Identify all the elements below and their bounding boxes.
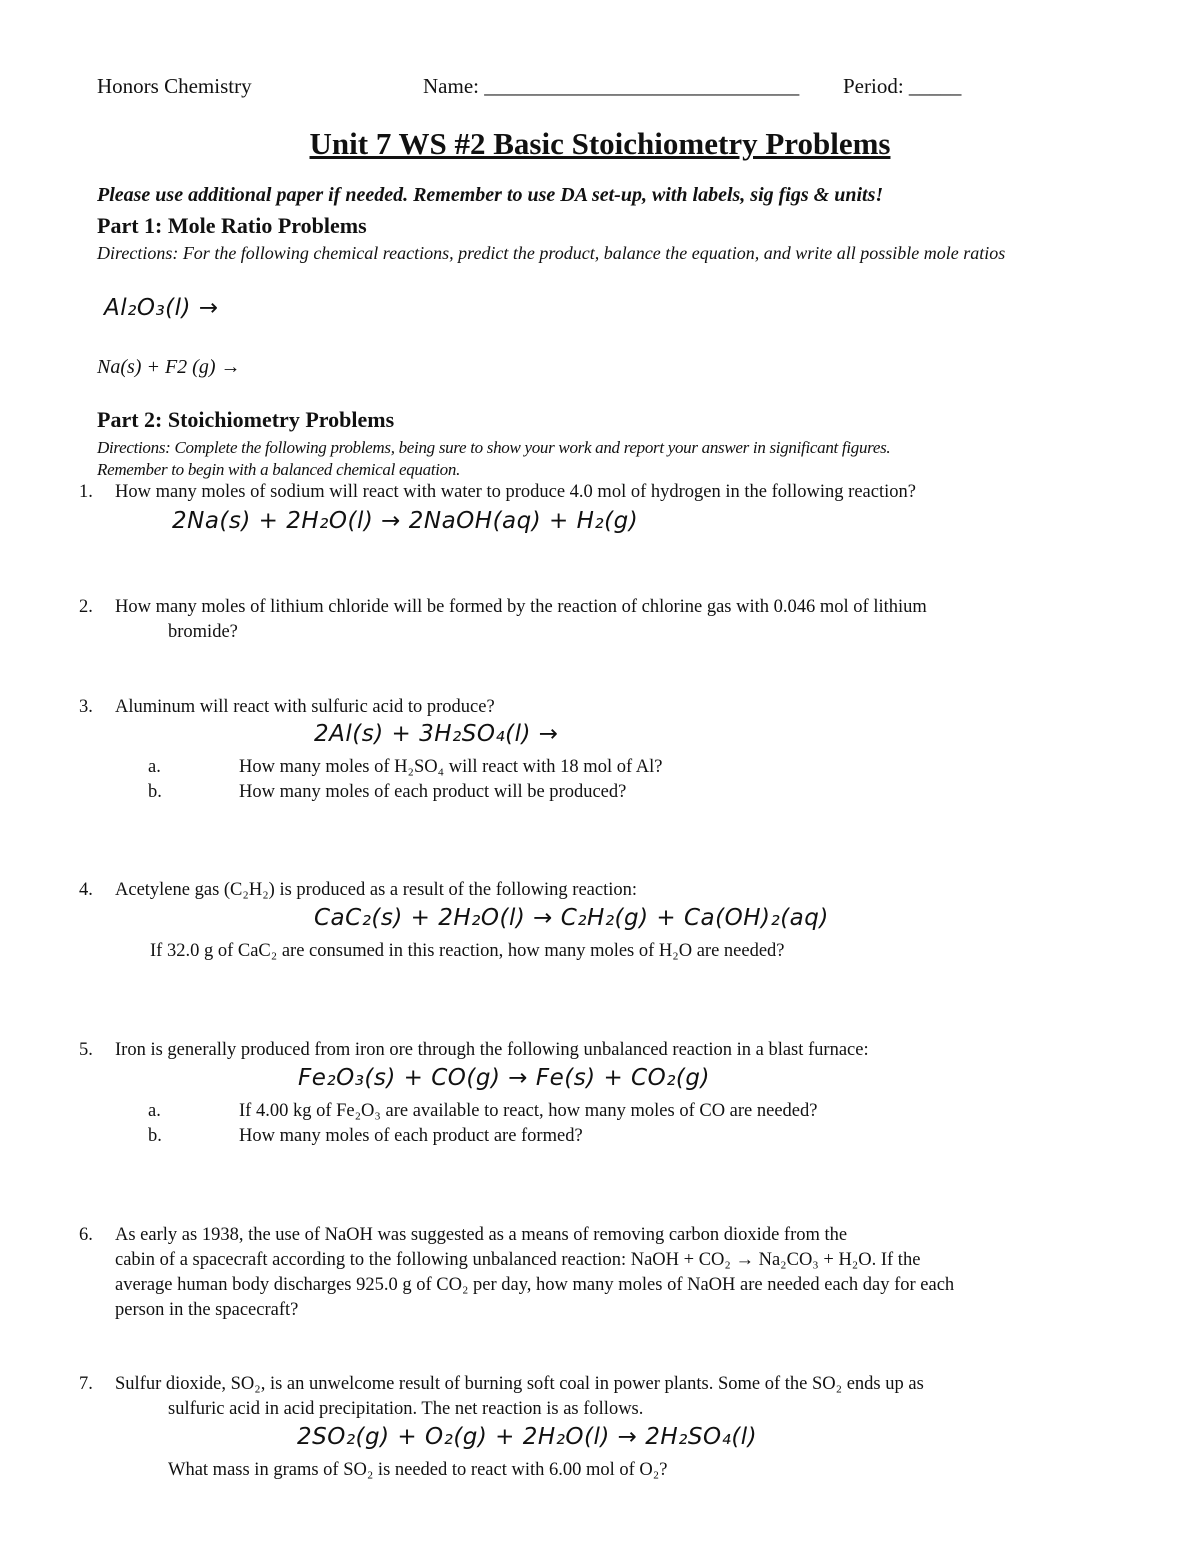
- q5-equation: Fe₂O₃(s) + CO(g) → Fe(s) + CO₂(g): [298, 1065, 710, 1091]
- q7-line2: sulfuric acid in acid precipitation. The net reaction is as follows.: [168, 1399, 644, 1419]
- q2-number: 2.: [79, 597, 93, 617]
- part2-directions-line1: Directions: Complete the following problems, being sure to show your work and report your answer in significant figures.: [97, 438, 891, 457]
- q7-followup: What mass in grams of SO₂ is needed to react with 6.00 mol of O₂?: [168, 1460, 668, 1480]
- q3-equation: 2Al(s) + 3H₂SO₄(l) →: [314, 721, 559, 747]
- q6-line1: As early as 1938, the use of NaOH was suggested as a means of removing carbon dioxide from the: [115, 1225, 848, 1245]
- instructions: Please use additional paper if needed. Remember to use DA set-up, with labels, sig figs & units!: [97, 184, 884, 206]
- q2-text-line1: How many moles of lithium chloride will be formed by the reaction of chlorine gas with 0.046 mol of lithium: [115, 597, 927, 617]
- part1-equation-1: Al₂O₃(l) →: [104, 295, 219, 321]
- q6-line3: average human body discharges 925.0 g of CO₂ per day, how many moles of NaOH are needed each day for each: [115, 1275, 955, 1295]
- q3b-label: b.: [148, 782, 162, 802]
- q4-equation: CaC₂(s) + 2H₂O(l) → C₂H₂(g) + Ca(OH)₂(aq): [314, 905, 829, 931]
- q6-number: 6.: [79, 1225, 93, 1245]
- q1-text: How many moles of sodium will react with water to produce 4.0 mol of hydrogen in the following reaction?: [115, 482, 916, 502]
- q3b-text: How many moles of each product will be produced?: [239, 782, 627, 802]
- part1-equation-2: Na(s) + F2 (g) →: [97, 356, 241, 378]
- q5-text: Iron is generally produced from iron ore through the following unbalanced reaction in a blast furnace:: [115, 1040, 869, 1060]
- course-name: Honors Chemistry: [97, 74, 252, 98]
- part2-directions-line2: Remember to begin with a balanced chemical equation.: [97, 460, 461, 479]
- q7-number: 7.: [79, 1374, 93, 1394]
- period-field[interactable]: Period: _____: [843, 74, 962, 98]
- q3-text: Aluminum will react with sulfuric acid to produce?: [115, 697, 495, 717]
- q3a-text: How many moles of H₂SO₄ will react with 18 mol of Al?: [239, 757, 663, 777]
- q1-equation: 2Na(s) + 2H₂O(l) → 2NaOH(aq) + H₂(g): [172, 508, 639, 534]
- q3-number: 3.: [79, 697, 93, 717]
- q2-text-line2: bromide?: [168, 622, 238, 642]
- q5b-label: b.: [148, 1126, 162, 1146]
- q4-followup: If 32.0 g of CaC₂ are consumed in this reaction, how many moles of H₂O are needed?: [150, 941, 785, 961]
- name-field[interactable]: Name: ______________________________: [423, 74, 800, 98]
- part1-directions: Directions: For the following chemical reactions, predict the product, balance the equation, and write all possible mole ratios: [97, 243, 1006, 263]
- worksheet-title: Unit 7 WS #2 Basic Stoichiometry Problems: [309, 126, 891, 161]
- part1-heading: Part 1: Mole Ratio Problems: [97, 213, 367, 238]
- q5b-text: How many moles of each product are formed?: [239, 1126, 583, 1146]
- q1-number: 1.: [79, 482, 93, 502]
- q5a-text: If 4.00 kg of Fe₂O₃ are available to react, how many moles of CO are needed?: [239, 1101, 818, 1121]
- q5-number: 5.: [79, 1040, 93, 1060]
- q4-number: 4.: [79, 880, 93, 900]
- q7-line1: Sulfur dioxide, SO₂, is an unwelcome result of burning soft coal in power plants. Some of the SO₂ ends up as: [115, 1374, 924, 1394]
- q6-line4: person in the spacecraft?: [115, 1300, 299, 1320]
- q7-equation: 2SO₂(g) + O₂(g) + 2H₂O(l) → 2H₂SO₄(l): [297, 1424, 758, 1450]
- part2-heading: Part 2: Stoichiometry Problems: [97, 407, 395, 432]
- q5a-label: a.: [148, 1101, 161, 1121]
- q4-text: Acetylene gas (C₂H₂) is produced as a result of the following reaction:: [115, 880, 638, 900]
- q6-line2: cabin of a spacecraft according to the following unbalanced reaction: NaOH + CO₂ → Na₂CO₃ + H₂O. If the: [115, 1250, 921, 1270]
- q3a-label: a.: [148, 757, 161, 777]
